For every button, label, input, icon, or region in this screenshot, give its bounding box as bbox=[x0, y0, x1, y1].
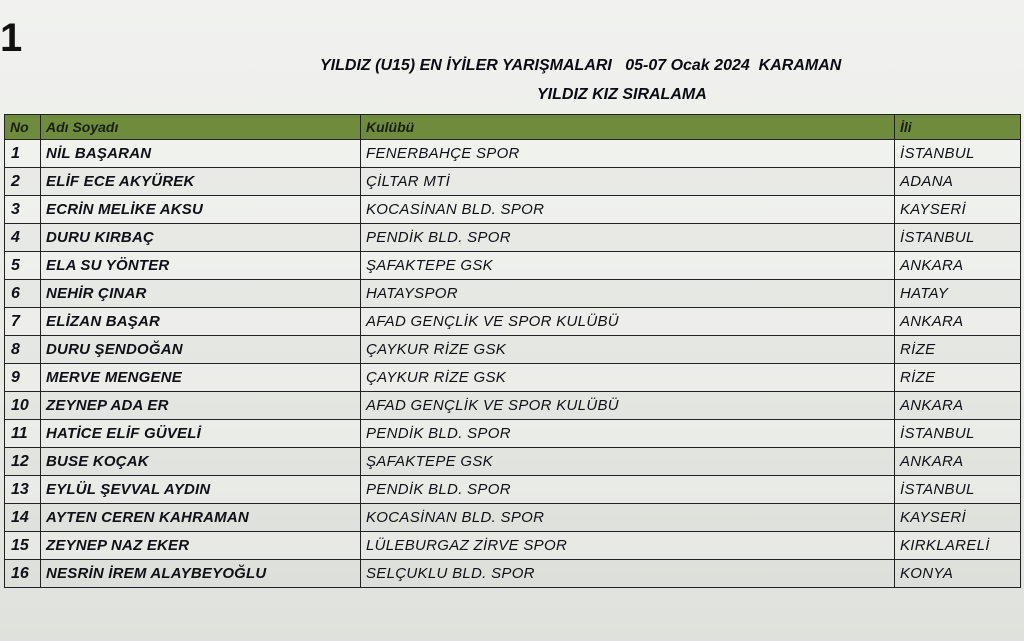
cell-club: SELÇUKLU BLD. SPOR bbox=[361, 560, 895, 588]
cell-name: ELİF ECE AKYÜREK bbox=[41, 168, 361, 196]
cell-no: 15 bbox=[5, 532, 41, 560]
cell-club: ŞAFAKTEPE GSK bbox=[361, 448, 895, 476]
cell-no: 13 bbox=[5, 476, 41, 504]
cell-city: KIRKLARELİ bbox=[895, 532, 1021, 560]
cell-name: DURU KIRBAÇ bbox=[41, 224, 361, 252]
cell-city: İSTANBUL bbox=[895, 140, 1021, 168]
table-row bbox=[5, 168, 1021, 196]
table-row bbox=[5, 448, 1021, 476]
cell-club: HATAYSPOR bbox=[361, 280, 895, 308]
table-row bbox=[5, 140, 1021, 168]
cell-city: ANKARA bbox=[895, 448, 1021, 476]
cell-club: ÇAYKUR RİZE GSK bbox=[361, 364, 895, 392]
cell-club: ŞAFAKTEPE GSK bbox=[361, 252, 895, 280]
cell-club: AFAD GENÇLİK VE SPOR KULÜBÜ bbox=[361, 392, 895, 420]
cell-no: 3 bbox=[5, 196, 41, 224]
cell-no: 12 bbox=[5, 448, 41, 476]
cell-no: 6 bbox=[5, 280, 41, 308]
header-club: Kulübü bbox=[361, 115, 895, 140]
cell-city: RİZE bbox=[895, 336, 1021, 364]
cell-city: İSTANBUL bbox=[895, 420, 1021, 448]
cell-city: İSTANBUL bbox=[895, 224, 1021, 252]
table-row bbox=[5, 420, 1021, 448]
ranking-table bbox=[4, 114, 1021, 588]
table-row bbox=[5, 336, 1021, 364]
cell-no: 1 bbox=[5, 140, 41, 168]
cell-no: 7 bbox=[5, 308, 41, 336]
cell-city: İSTANBUL bbox=[895, 476, 1021, 504]
cell-club: AFAD GENÇLİK VE SPOR KULÜBÜ bbox=[361, 308, 895, 336]
cell-name: MERVE MENGENE bbox=[41, 364, 361, 392]
cell-club: ÇİLTAR MTİ bbox=[361, 168, 895, 196]
cell-club: ÇAYKUR RİZE GSK bbox=[361, 336, 895, 364]
cell-club: LÜLEBURGAZ ZİRVE SPOR bbox=[361, 532, 895, 560]
cell-no: 2 bbox=[5, 168, 41, 196]
cell-name: NESRİN İREM ALAYBEYOĞLU bbox=[41, 560, 361, 588]
cell-no: 9 bbox=[5, 364, 41, 392]
cell-name: EYLÜL ŞEVVAL AYDIN bbox=[41, 476, 361, 504]
header-city: İli bbox=[895, 115, 1021, 140]
table-row bbox=[5, 364, 1021, 392]
cell-city: HATAY bbox=[895, 280, 1021, 308]
cell-club: KOCASİNAN BLD. SPOR bbox=[361, 504, 895, 532]
cell-no: 14 bbox=[5, 504, 41, 532]
cell-no: 16 bbox=[5, 560, 41, 588]
cell-no: 4 bbox=[5, 224, 41, 252]
cell-name: ZEYNEP ADA ER bbox=[41, 392, 361, 420]
cell-name: NEHİR ÇINAR bbox=[41, 280, 361, 308]
cell-city: KAYSERİ bbox=[895, 504, 1021, 532]
page-title: YILDIZ (U15) EN İYİLER YARIŞMALARI 05-07 Ocak 2024 KARAMAN bbox=[320, 57, 842, 74]
table-row bbox=[5, 308, 1021, 336]
cell-city: ANKARA bbox=[895, 392, 1021, 420]
cell-club: PENDİK BLD. SPOR bbox=[361, 420, 895, 448]
cell-name: HATİCE ELİF GÜVELİ bbox=[41, 420, 361, 448]
header-no: No bbox=[5, 115, 41, 140]
cell-name: BUSE KOÇAK bbox=[41, 448, 361, 476]
cell-city: RİZE bbox=[895, 364, 1021, 392]
cell-club: FENERBAHÇE SPOR bbox=[361, 140, 895, 168]
header-name: Adı Soyadı bbox=[41, 115, 361, 140]
table-row bbox=[5, 196, 1021, 224]
cell-city: ANKARA bbox=[895, 308, 1021, 336]
cell-city: ADANA bbox=[895, 168, 1021, 196]
cell-name: NİL BAŞARAN bbox=[41, 140, 361, 168]
table-row bbox=[5, 392, 1021, 420]
table-row bbox=[5, 560, 1021, 588]
cell-club: PENDİK BLD. SPOR bbox=[361, 476, 895, 504]
cell-name: DURU ŞENDOĞAN bbox=[41, 336, 361, 364]
cell-no: 5 bbox=[5, 252, 41, 280]
page-subtitle: YILDIZ KIZ SIRALAMA bbox=[537, 86, 707, 103]
cell-name: ELİZAN BAŞAR bbox=[41, 308, 361, 336]
table-row bbox=[5, 532, 1021, 560]
table-row bbox=[5, 504, 1021, 532]
cell-name: ZEYNEP NAZ EKER bbox=[41, 532, 361, 560]
table-row bbox=[5, 476, 1021, 504]
cell-name: ELA SU YÖNTER bbox=[41, 252, 361, 280]
table-row bbox=[5, 280, 1021, 308]
corner-mark: 1 bbox=[0, 16, 23, 60]
cell-no: 8 bbox=[5, 336, 41, 364]
table-row bbox=[5, 252, 1021, 280]
cell-no: 10 bbox=[5, 392, 41, 420]
table-row bbox=[5, 224, 1021, 252]
cell-city: KAYSERİ bbox=[895, 196, 1021, 224]
cell-club: KOCASİNAN BLD. SPOR bbox=[361, 196, 895, 224]
cell-name: ECRİN MELİKE AKSU bbox=[41, 196, 361, 224]
cell-city: ANKARA bbox=[895, 252, 1021, 280]
cell-name: AYTEN CEREN KAHRAMAN bbox=[41, 504, 361, 532]
cell-no: 11 bbox=[5, 420, 41, 448]
table-header-row bbox=[5, 115, 1021, 140]
table-body bbox=[5, 140, 1021, 588]
cell-city: KONYA bbox=[895, 560, 1021, 588]
cell-club: PENDİK BLD. SPOR bbox=[361, 224, 895, 252]
